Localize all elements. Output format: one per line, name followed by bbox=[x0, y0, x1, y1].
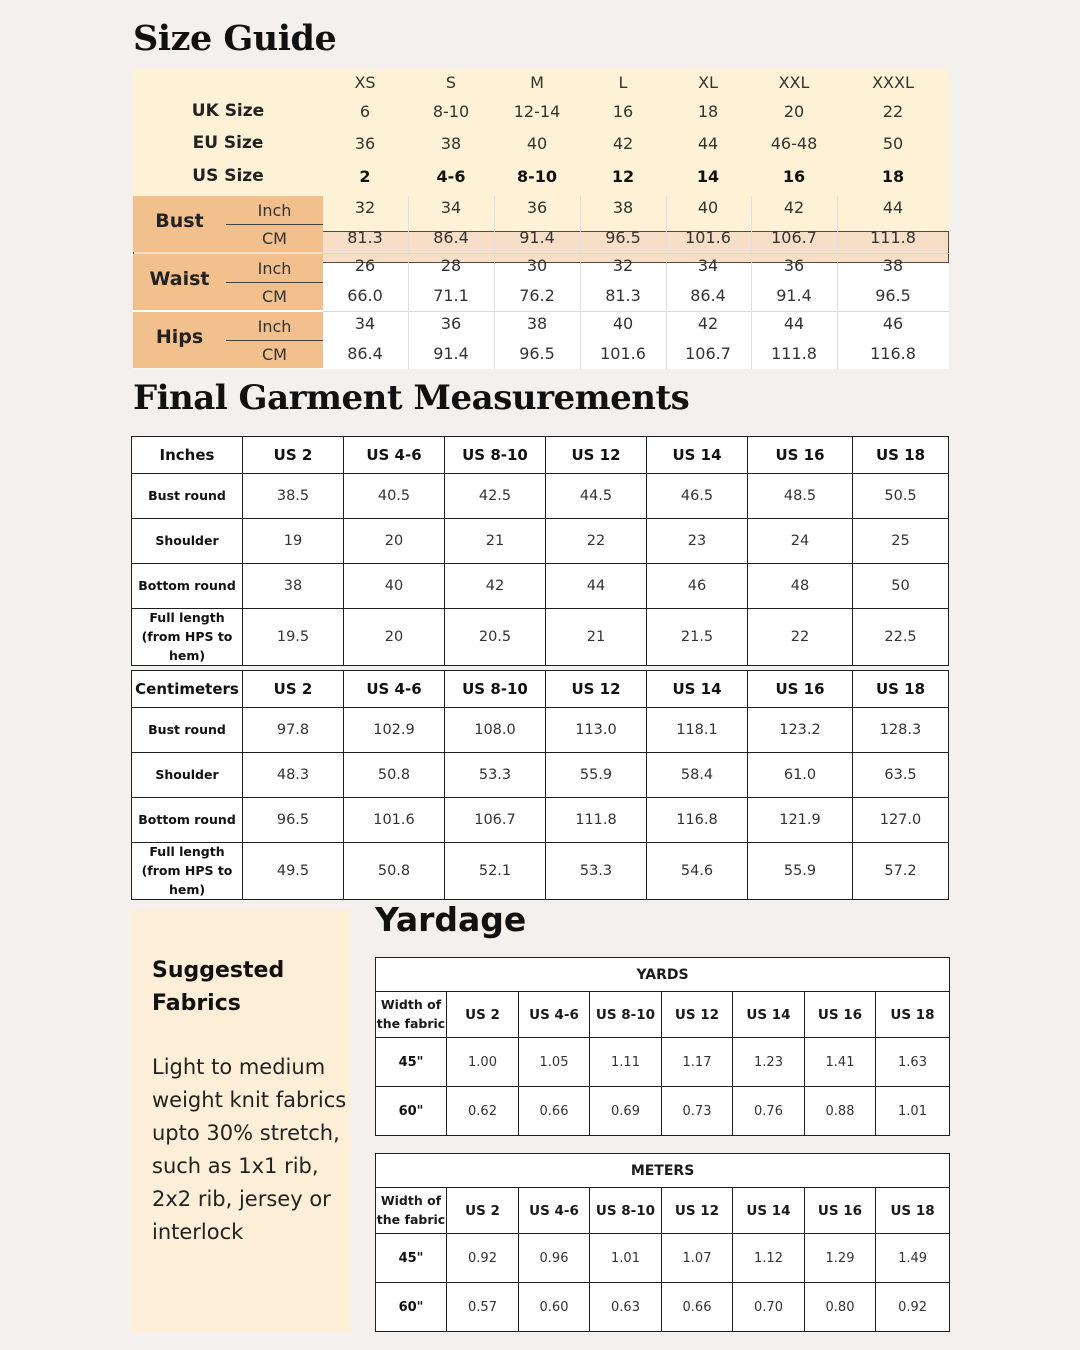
table-cell: 22 bbox=[546, 519, 647, 564]
column-header: US 14 bbox=[647, 671, 748, 708]
letter-size: XXXL bbox=[872, 73, 914, 92]
garment-inches-table bbox=[131, 436, 949, 666]
uk-size-value: 22 bbox=[882, 102, 904, 121]
table-cell: 1.12 bbox=[733, 1234, 805, 1283]
table-cell: 22 bbox=[748, 609, 853, 666]
table-cell: 1.41 bbox=[805, 1038, 876, 1087]
unit-divider bbox=[226, 282, 323, 283]
unit-inch-label: Inch bbox=[257, 201, 292, 220]
us-size-value: 2 bbox=[359, 167, 371, 186]
measurement-inch-value: 42 bbox=[697, 314, 719, 333]
table-cell: 38 bbox=[243, 564, 344, 609]
column-header: US 18 bbox=[876, 992, 950, 1038]
table-cell: 21.5 bbox=[647, 609, 748, 666]
table-cell: 1.01 bbox=[590, 1234, 662, 1283]
letter-size: XL bbox=[698, 73, 718, 92]
table-cell: 20.5 bbox=[445, 609, 546, 666]
us-size-value: 4-6 bbox=[436, 167, 466, 186]
unit-cm-label: CM bbox=[262, 229, 287, 248]
table-cell: 24 bbox=[748, 519, 853, 564]
uk-size-value: 12-14 bbox=[513, 102, 561, 121]
measurement-inch-value: 38 bbox=[612, 198, 634, 217]
table-cell: 61.0 bbox=[748, 753, 853, 798]
measurement-name-hips: Hips bbox=[155, 326, 204, 348]
row-label: Shoulder bbox=[132, 519, 243, 564]
table-row bbox=[132, 843, 949, 900]
header-row bbox=[376, 992, 950, 1038]
size-guide-title: Size Guide bbox=[133, 18, 337, 59]
row-label: Bottom round bbox=[132, 798, 243, 843]
letter-size: M bbox=[530, 73, 544, 92]
header-row bbox=[376, 1188, 950, 1234]
row-label: Full length (from HPS to hem) bbox=[132, 609, 243, 666]
table-caption: METERS bbox=[376, 1154, 950, 1188]
yardage-meters-table bbox=[375, 1153, 950, 1332]
table-cell: 53.3 bbox=[445, 753, 546, 798]
eu-size-value: 40 bbox=[526, 134, 548, 153]
measurement-inch-value: 38 bbox=[526, 314, 548, 333]
column-header: US 16 bbox=[748, 437, 853, 474]
row-label: Bust round bbox=[132, 708, 243, 753]
table-cell: 118.1 bbox=[647, 708, 748, 753]
table-cell: 53.3 bbox=[546, 843, 647, 900]
measurement-inch-value: 40 bbox=[697, 198, 719, 217]
table-cell: 40.5 bbox=[344, 474, 445, 519]
table-cell: 19 bbox=[243, 519, 344, 564]
column-header: US 12 bbox=[546, 671, 647, 708]
table-cell: 0.92 bbox=[447, 1234, 519, 1283]
suggested-fabrics-heading: Suggested Fabrics bbox=[152, 958, 285, 1016]
column-header: US 4-6 bbox=[519, 1188, 590, 1234]
measurement-inch-value: 32 bbox=[354, 198, 376, 217]
table-cell: 0.66 bbox=[662, 1283, 733, 1332]
us-size-value: 8-10 bbox=[516, 167, 558, 186]
measurement-cm-value: 71.1 bbox=[433, 286, 469, 305]
table-cell: 20 bbox=[344, 609, 445, 666]
table-cell: 20 bbox=[344, 519, 445, 564]
table-cell: 25 bbox=[853, 519, 949, 564]
row-separator bbox=[323, 253, 949, 254]
eu-size-value: 36 bbox=[354, 134, 376, 153]
table-cell: 1.29 bbox=[805, 1234, 876, 1283]
table-row bbox=[132, 474, 949, 519]
table-cell: 50.8 bbox=[344, 753, 445, 798]
table-cell: 52.1 bbox=[445, 843, 546, 900]
measurement-cm-value: 111.8 bbox=[870, 228, 916, 247]
row-label: Full length (from HPS to hem) bbox=[132, 843, 243, 900]
table-cell: 50 bbox=[853, 564, 949, 609]
us-size-value: 16 bbox=[782, 167, 806, 186]
table-row bbox=[376, 1283, 950, 1332]
table-cell: 40 bbox=[344, 564, 445, 609]
measurement-name-waist: Waist bbox=[149, 268, 210, 290]
measurement-name-bust: Bust bbox=[155, 210, 204, 232]
suggested-fabrics-text: Light to medium weight knit fabrics upto 30% stretch, such as 1x1 rib, 2x2 rib, jersey or interlock bbox=[152, 1055, 347, 1244]
table-cell: 1.07 bbox=[662, 1234, 733, 1283]
letter-size: XS bbox=[354, 73, 376, 92]
table-cell: 22.5 bbox=[853, 609, 949, 666]
column-header: US 4-6 bbox=[344, 671, 445, 708]
eu-size-value: 46-48 bbox=[770, 134, 818, 153]
table-cell: 44 bbox=[546, 564, 647, 609]
table-cell: 101.6 bbox=[344, 798, 445, 843]
unit-inch-label: Inch bbox=[257, 317, 292, 336]
column-header: US 2 bbox=[447, 992, 519, 1038]
column-header: US 12 bbox=[662, 1188, 733, 1234]
measurement-cm-value: 76.2 bbox=[519, 286, 555, 305]
measurement-inch-value: 30 bbox=[526, 256, 548, 275]
us-size-value: 14 bbox=[696, 167, 720, 186]
caption-row bbox=[376, 958, 950, 992]
table-cell: 0.66 bbox=[519, 1087, 590, 1136]
table-cell: 113.0 bbox=[546, 708, 647, 753]
table-cell: 48.3 bbox=[243, 753, 344, 798]
table-cell: 1.00 bbox=[447, 1038, 519, 1087]
table-cell: 0.69 bbox=[590, 1087, 662, 1136]
measurement-cm-value: 111.8 bbox=[771, 344, 817, 363]
eu-size-value: 38 bbox=[440, 134, 462, 153]
column-header: US 16 bbox=[805, 992, 876, 1038]
table-cell: 127.0 bbox=[853, 798, 949, 843]
row-label: Shoulder bbox=[132, 753, 243, 798]
letter-size: L bbox=[618, 73, 628, 92]
table-cell: 0.73 bbox=[662, 1087, 733, 1136]
measurement-cm-value: 81.3 bbox=[605, 286, 641, 305]
measurement-inch-value: 34 bbox=[697, 256, 719, 275]
garment-centimeters-table bbox=[131, 670, 949, 900]
measurement-cm-value: 101.6 bbox=[685, 228, 731, 247]
eu-size-label: EU Size bbox=[192, 133, 264, 153]
measurement-inch-value: 36 bbox=[526, 198, 548, 217]
measurement-cm-value: 116.8 bbox=[870, 344, 916, 363]
table-cell: 0.70 bbox=[733, 1283, 805, 1332]
table-cell: 121.9 bbox=[748, 798, 853, 843]
column-separator bbox=[666, 196, 667, 369]
measurement-inch-value: 46 bbox=[882, 314, 904, 333]
measurement-inch-value: 34 bbox=[354, 314, 376, 333]
column-header: US 14 bbox=[647, 437, 748, 474]
measurement-cm-value: 91.4 bbox=[776, 286, 812, 305]
table-cell: 1.11 bbox=[590, 1038, 662, 1087]
column-header: US 2 bbox=[243, 437, 344, 474]
table-cell: 46 bbox=[647, 564, 748, 609]
table-cell: 42 bbox=[445, 564, 546, 609]
measurement-inch-value: 32 bbox=[612, 256, 634, 275]
table-cell: 0.92 bbox=[876, 1283, 950, 1332]
table-cell: 1.63 bbox=[876, 1038, 950, 1087]
column-separator bbox=[494, 196, 495, 369]
table-cell: 0.80 bbox=[805, 1283, 876, 1332]
table-cell: 42.5 bbox=[445, 474, 546, 519]
measurement-inch-value: 44 bbox=[783, 314, 805, 333]
table-cell: 106.7 bbox=[445, 798, 546, 843]
table-cell: 1.49 bbox=[876, 1234, 950, 1283]
table-cell: 57.2 bbox=[853, 843, 949, 900]
measurement-cm-value: 96.5 bbox=[519, 344, 555, 363]
table-cell: 50.5 bbox=[853, 474, 949, 519]
table-row bbox=[132, 753, 949, 798]
table-cell: 128.3 bbox=[853, 708, 949, 753]
table-cell: 1.05 bbox=[519, 1038, 590, 1087]
width-of-fabric-label: Width of the fabric bbox=[376, 1188, 447, 1234]
column-header: US 8-10 bbox=[590, 1188, 662, 1234]
yardage-title: Yardage bbox=[375, 900, 527, 939]
column-header: US 8-10 bbox=[445, 671, 546, 708]
suggested-fabrics-box bbox=[131, 909, 351, 1332]
table-cell: 0.62 bbox=[447, 1087, 519, 1136]
table-cell: 55.9 bbox=[748, 843, 853, 900]
column-header: US 14 bbox=[733, 992, 805, 1038]
table-cell: 38.5 bbox=[243, 474, 344, 519]
measurement-inch-value: 36 bbox=[783, 256, 805, 275]
column-separator bbox=[408, 196, 409, 369]
column-header: US 8-10 bbox=[590, 992, 662, 1038]
column-header: US 4-6 bbox=[344, 437, 445, 474]
table-cell: 0.96 bbox=[519, 1234, 590, 1283]
column-separator bbox=[837, 196, 838, 369]
table-cell: 48.5 bbox=[748, 474, 853, 519]
size-guide-table bbox=[133, 69, 949, 369]
table-cell: 46.5 bbox=[647, 474, 748, 519]
caption-row bbox=[376, 1154, 950, 1188]
row-label: 60" bbox=[376, 1283, 447, 1332]
eu-size-value: 42 bbox=[612, 134, 634, 153]
column-header: US 16 bbox=[805, 1188, 876, 1234]
measurement-inch-value: 40 bbox=[612, 314, 634, 333]
measurement-cm-value: 86.4 bbox=[347, 344, 383, 363]
row-separator bbox=[323, 311, 949, 312]
table-cell: 50.8 bbox=[344, 843, 445, 900]
table-cell: 111.8 bbox=[546, 798, 647, 843]
table-cell: 96.5 bbox=[243, 798, 344, 843]
column-header: US 18 bbox=[853, 671, 949, 708]
table-cell: 123.2 bbox=[748, 708, 853, 753]
row-label: 45" bbox=[376, 1038, 447, 1087]
column-header: US 12 bbox=[546, 437, 647, 474]
measurement-cm-value: 86.4 bbox=[690, 286, 726, 305]
row-label: 60" bbox=[376, 1087, 447, 1136]
unit-inch-label: Inch bbox=[257, 259, 292, 278]
column-header: US 18 bbox=[876, 1188, 950, 1234]
measurement-cm-value: 91.4 bbox=[433, 344, 469, 363]
table-row bbox=[132, 564, 949, 609]
measurement-inch-value: 34 bbox=[440, 198, 462, 217]
table-cell: 102.9 bbox=[344, 708, 445, 753]
us-size-value: 18 bbox=[881, 167, 905, 186]
measurement-cm-value: 106.7 bbox=[685, 344, 731, 363]
measurement-cm-value: 91.4 bbox=[519, 228, 555, 247]
table-row bbox=[132, 609, 949, 666]
column-separator bbox=[751, 196, 752, 369]
column-header: US 2 bbox=[243, 671, 344, 708]
row-label: Bust round bbox=[132, 474, 243, 519]
measurement-inch-value: 28 bbox=[440, 256, 462, 275]
table-cell: 0.88 bbox=[805, 1087, 876, 1136]
column-header: US 8-10 bbox=[445, 437, 546, 474]
unit-cm-label: CM bbox=[262, 345, 287, 364]
eu-size-value: 50 bbox=[882, 134, 904, 153]
table-cell: 49.5 bbox=[243, 843, 344, 900]
measurement-cm-value: 81.3 bbox=[347, 228, 383, 247]
unit-cm-label: CM bbox=[262, 287, 287, 306]
table-cell: 97.8 bbox=[243, 708, 344, 753]
letter-size: XXL bbox=[778, 73, 810, 92]
measurement-cm-value: 96.5 bbox=[605, 228, 641, 247]
column-header: US 4-6 bbox=[519, 992, 590, 1038]
table-cell: 1.23 bbox=[733, 1038, 805, 1087]
unit-divider bbox=[226, 224, 323, 225]
width-of-fabric-label: Width of the fabric bbox=[376, 992, 447, 1038]
column-separator bbox=[580, 196, 581, 369]
table-row bbox=[132, 519, 949, 564]
row-label: Bottom round bbox=[132, 564, 243, 609]
measurement-inch-value: 36 bbox=[440, 314, 462, 333]
us-size-value: 12 bbox=[611, 167, 635, 186]
table-cell: 21 bbox=[546, 609, 647, 666]
table-cell: 19.5 bbox=[243, 609, 344, 666]
yardage-yards-table bbox=[375, 957, 950, 1136]
measurement-inch-value: 26 bbox=[354, 256, 376, 275]
measurement-cm-value: 96.5 bbox=[875, 286, 911, 305]
table-row bbox=[376, 1087, 950, 1136]
table-cell: 0.57 bbox=[447, 1283, 519, 1332]
uk-size-value: 8-10 bbox=[432, 102, 470, 121]
table-cell: 63.5 bbox=[853, 753, 949, 798]
column-header: US 2 bbox=[447, 1188, 519, 1234]
column-header: US 12 bbox=[662, 992, 733, 1038]
table-row bbox=[376, 1234, 950, 1283]
table-cell: 21 bbox=[445, 519, 546, 564]
table-cell: 0.76 bbox=[733, 1087, 805, 1136]
table-cell: 23 bbox=[647, 519, 748, 564]
table-cell: 0.63 bbox=[590, 1283, 662, 1332]
table-corner-label: Centimeters bbox=[132, 671, 243, 708]
table-cell: 116.8 bbox=[647, 798, 748, 843]
uk-size-value: 16 bbox=[612, 102, 634, 121]
unit-divider bbox=[226, 340, 323, 341]
table-caption: YARDS bbox=[376, 958, 950, 992]
us-size-label: US Size bbox=[192, 166, 264, 186]
table-cell: 54.6 bbox=[647, 843, 748, 900]
final-garment-title: Final Garment Measurements bbox=[133, 378, 690, 418]
measurement-cm-value: 101.6 bbox=[600, 344, 646, 363]
uk-size-value: 20 bbox=[783, 102, 805, 121]
measurement-cm-value: 66.0 bbox=[347, 286, 383, 305]
table-cell: 1.17 bbox=[662, 1038, 733, 1087]
letter-size: S bbox=[445, 73, 457, 92]
measurement-cm-value: 86.4 bbox=[433, 228, 469, 247]
table-cell: 58.4 bbox=[647, 753, 748, 798]
column-header: US 16 bbox=[748, 671, 853, 708]
measurement-inch-value: 42 bbox=[783, 198, 805, 217]
table-cell: 0.60 bbox=[519, 1283, 590, 1332]
table-cell: 48 bbox=[748, 564, 853, 609]
uk-size-value: 18 bbox=[697, 102, 719, 121]
table-cell: 1.01 bbox=[876, 1087, 950, 1136]
table-cell: 108.0 bbox=[445, 708, 546, 753]
table-corner-label: Inches bbox=[132, 437, 243, 474]
measurement-cm-value: 106.7 bbox=[771, 228, 817, 247]
column-header: US 18 bbox=[853, 437, 949, 474]
measurement-inch-value: 38 bbox=[882, 256, 904, 275]
uk-size-value: 6 bbox=[359, 102, 371, 121]
uk-size-label: UK Size bbox=[191, 101, 265, 121]
table-row bbox=[376, 1038, 950, 1087]
table-cell: 55.9 bbox=[546, 753, 647, 798]
table-cell: 44.5 bbox=[546, 474, 647, 519]
row-label: 45" bbox=[376, 1234, 447, 1283]
table-row bbox=[132, 708, 949, 753]
table-row bbox=[132, 798, 949, 843]
measurement-inch-value: 44 bbox=[882, 198, 904, 217]
column-header: US 14 bbox=[733, 1188, 805, 1234]
eu-size-value: 44 bbox=[697, 134, 719, 153]
